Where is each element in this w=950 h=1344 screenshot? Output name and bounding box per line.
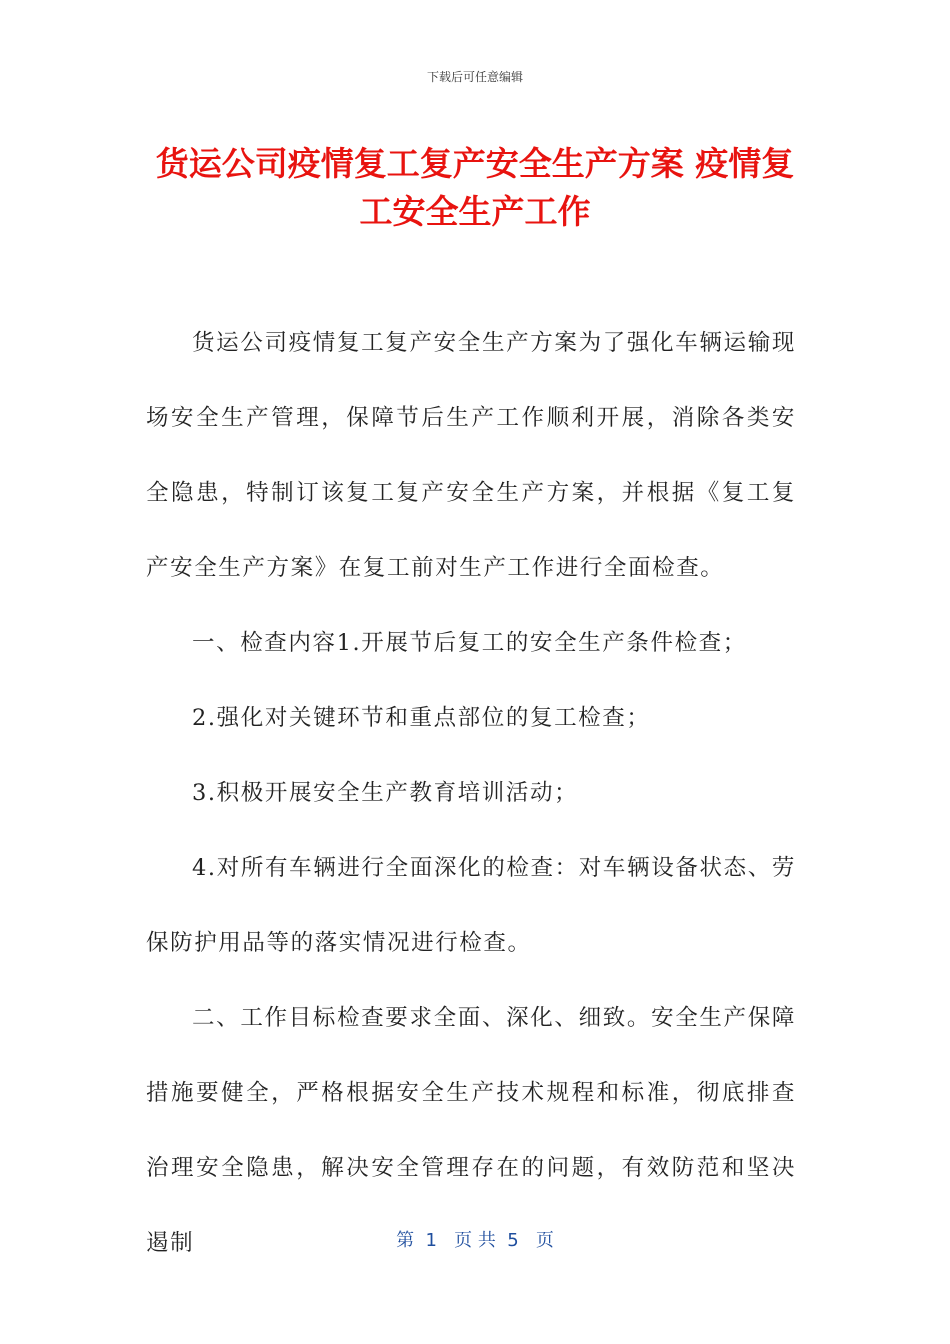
document-title [120,140,830,236]
paragraph-intro: 货运公司疫情复工复产安全生产方案为了强化车辆运输现场安全生产管理，保障节后生产工作顺利开展，消除各类安全隐患，特制订该复工复产安全生产方案，并根据《复工复产安全生产方案》在复工前对生产工作进行全面检查。 [146,330,796,581]
document-body [146,306,796,1281]
paragraph-item-2: 2.强化对关键环节和重点部位的复工检查； [192,705,651,731]
title-line-2: 工安全生产工作 [359,192,591,231]
title-line-1: 货运公司疫情复工复产安全生产方案 疫情复 [155,144,795,183]
paragraph-item-3: 3.积极开展安全生产教育培训活动； [192,780,579,806]
header-note: 下载后可任意编辑 [426,70,523,84]
paragraph-section-2: 二、工作目标检查要求全面、深化、细致。安全生产保障措施要健全，严格根据安全生产技术规程和标准，彻底排查治理安全隐患，解决安全管理存在的问题，有效防范和坚决遏制 [146,1005,796,1256]
page-number-footer: 第 1 页 共 5 页 [396,1230,554,1251]
paragraph-item-4: 4.对所有车辆进行全面深化的检查：对车辆设备状态、劳保防护用品等的落实情况进行检查。 [146,855,796,956]
paragraph-section-1: 一、检查内容1.开展节后复工的安全生产条件检查； [192,630,747,656]
